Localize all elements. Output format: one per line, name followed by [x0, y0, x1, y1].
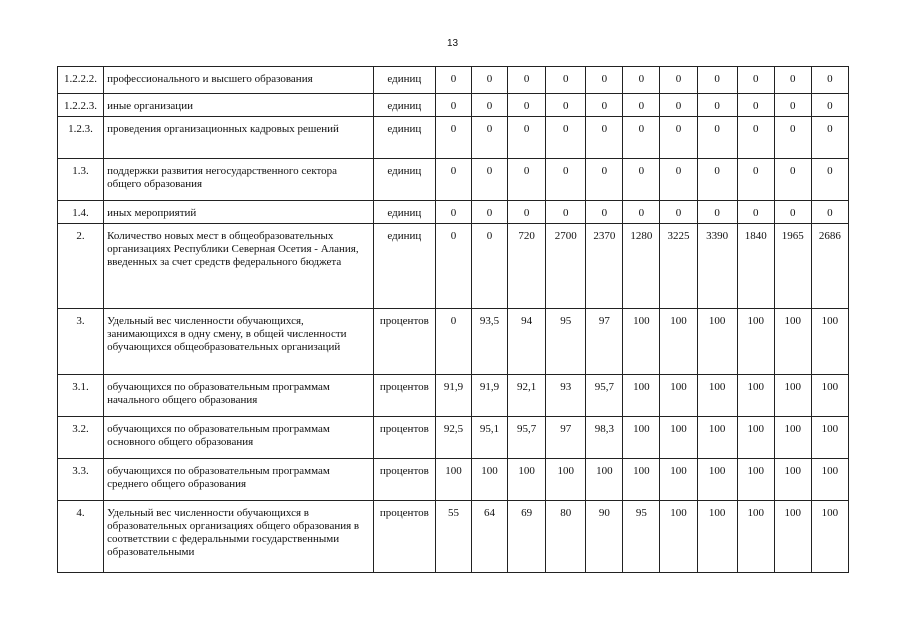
row-value: 0 — [737, 67, 774, 94]
row-value: 0 — [586, 67, 623, 94]
row-unit: процентов — [373, 417, 435, 459]
row-name: иных мероприятий — [104, 201, 374, 224]
row-value: 0 — [660, 201, 697, 224]
row-unit: единиц — [373, 201, 435, 224]
row-value: 0 — [472, 94, 508, 117]
row-value: 0 — [660, 159, 697, 201]
row-value: 100 — [774, 501, 811, 573]
row-name: проведения организационных кадровых решений — [104, 117, 374, 159]
row-value: 0 — [546, 201, 586, 224]
row-value: 0 — [472, 224, 508, 309]
row-name: Количество новых мест в общеобразовательных организациях Республики Северная Осетия - Алания, введенных за счет средств федерального бюджета — [104, 224, 374, 309]
row-value: 0 — [508, 159, 546, 201]
row-value: 100 — [546, 459, 586, 501]
row-value: 0 — [508, 201, 546, 224]
row-value: 100 — [623, 375, 660, 417]
row-value: 0 — [546, 67, 586, 94]
row-unit: единиц — [373, 67, 435, 94]
table-row — [58, 459, 849, 501]
row-value: 0 — [660, 94, 697, 117]
row-value: 64 — [472, 501, 508, 573]
row-value: 0 — [435, 309, 471, 375]
row-value: 97 — [586, 309, 623, 375]
table-row — [58, 201, 849, 224]
row-value: 0 — [774, 94, 811, 117]
table-row — [58, 117, 849, 159]
row-value: 0 — [546, 94, 586, 117]
row-value: 100 — [660, 309, 697, 375]
row-value: 0 — [697, 201, 737, 224]
row-value: 100 — [811, 417, 848, 459]
row-value: 0 — [435, 67, 471, 94]
row-value: 100 — [508, 459, 546, 501]
indicator-table — [57, 66, 849, 573]
row-value: 100 — [774, 417, 811, 459]
row-value: 2370 — [586, 224, 623, 309]
row-value: 0 — [697, 117, 737, 159]
row-value: 97 — [546, 417, 586, 459]
row-value: 100 — [660, 501, 697, 573]
row-value: 100 — [697, 375, 737, 417]
row-value: 0 — [811, 159, 848, 201]
row-code: 3.2. — [58, 417, 104, 459]
row-value: 91,9 — [472, 375, 508, 417]
row-value: 100 — [472, 459, 508, 501]
row-unit: процентов — [373, 501, 435, 573]
row-value: 80 — [546, 501, 586, 573]
row-value: 100 — [623, 417, 660, 459]
row-name: Удельный вес численности обучающихся, занимающихся в одну смену, в общей численности обучающихся общеобразовательных организаций — [104, 309, 374, 375]
row-name: обучающихся по образовательным программам начального общего образования — [104, 375, 374, 417]
row-value: 3390 — [697, 224, 737, 309]
row-unit: процентов — [373, 459, 435, 501]
table-row — [58, 159, 849, 201]
row-value: 100 — [660, 417, 697, 459]
row-value: 0 — [811, 94, 848, 117]
row-value: 100 — [623, 459, 660, 501]
row-value: 100 — [660, 459, 697, 501]
row-value: 0 — [435, 224, 471, 309]
row-value: 95,1 — [472, 417, 508, 459]
row-value: 0 — [660, 117, 697, 159]
row-value: 100 — [737, 417, 774, 459]
row-name: поддержки развития негосударственного сектора общего образования — [104, 159, 374, 201]
row-value: 0 — [472, 67, 508, 94]
row-value: 100 — [697, 309, 737, 375]
row-value: 100 — [737, 309, 774, 375]
row-unit: единиц — [373, 159, 435, 201]
row-value: 0 — [697, 94, 737, 117]
row-value: 95 — [546, 309, 586, 375]
row-value: 91,9 — [435, 375, 471, 417]
table-row — [58, 417, 849, 459]
row-value: 100 — [623, 309, 660, 375]
row-value: 0 — [623, 117, 660, 159]
row-value: 55 — [435, 501, 471, 573]
row-value: 0 — [435, 159, 471, 201]
row-value: 0 — [586, 117, 623, 159]
row-value: 100 — [811, 375, 848, 417]
row-value: 0 — [811, 67, 848, 94]
row-code: 3.1. — [58, 375, 104, 417]
row-value: 0 — [435, 94, 471, 117]
row-value: 100 — [737, 375, 774, 417]
row-value: 100 — [435, 459, 471, 501]
row-value: 0 — [586, 159, 623, 201]
row-value: 100 — [774, 309, 811, 375]
row-value: 100 — [586, 459, 623, 501]
table-row — [58, 67, 849, 94]
row-value: 100 — [697, 501, 737, 573]
row-value: 93 — [546, 375, 586, 417]
row-value: 0 — [435, 117, 471, 159]
row-value: 98,3 — [586, 417, 623, 459]
row-value: 0 — [737, 94, 774, 117]
row-value: 0 — [623, 159, 660, 201]
row-value: 100 — [697, 459, 737, 501]
row-value: 1965 — [774, 224, 811, 309]
row-value: 100 — [811, 459, 848, 501]
row-name: профессионального и высшего образования — [104, 67, 374, 94]
row-unit: процентов — [373, 375, 435, 417]
row-value: 0 — [697, 159, 737, 201]
table-row — [58, 224, 849, 309]
row-code: 1.4. — [58, 201, 104, 224]
row-value: 0 — [472, 117, 508, 159]
row-unit: процентов — [373, 309, 435, 375]
row-value: 0 — [623, 94, 660, 117]
row-value: 100 — [737, 459, 774, 501]
row-unit: единиц — [373, 94, 435, 117]
row-unit: единиц — [373, 224, 435, 309]
row-value: 720 — [508, 224, 546, 309]
row-value: 95,7 — [508, 417, 546, 459]
row-code: 1.2.2.2. — [58, 67, 104, 94]
row-value: 0 — [508, 67, 546, 94]
row-value: 100 — [774, 459, 811, 501]
row-value: 0 — [774, 159, 811, 201]
row-value: 92,5 — [435, 417, 471, 459]
table-body — [58, 67, 849, 573]
page-number: 13 — [446, 38, 459, 49]
row-value: 100 — [811, 309, 848, 375]
row-value: 0 — [737, 117, 774, 159]
row-value: 95 — [623, 501, 660, 573]
row-value: 95,7 — [586, 375, 623, 417]
row-value: 0 — [472, 201, 508, 224]
row-value: 93,5 — [472, 309, 508, 375]
row-code: 4. — [58, 501, 104, 573]
row-value: 0 — [508, 117, 546, 159]
row-name: Удельный вес численности обучающихся в образовательных организациях общего образования в соответствии с федеральными государственными образовательными — [104, 501, 374, 573]
row-value: 0 — [546, 159, 586, 201]
row-value: 0 — [811, 201, 848, 224]
row-value: 100 — [737, 501, 774, 573]
row-value: 0 — [508, 94, 546, 117]
row-value: 0 — [472, 159, 508, 201]
row-value: 100 — [660, 375, 697, 417]
row-value: 0 — [811, 117, 848, 159]
table-row — [58, 94, 849, 117]
row-value: 0 — [737, 201, 774, 224]
row-unit: единиц — [373, 117, 435, 159]
row-value: 100 — [697, 417, 737, 459]
row-code: 3.3. — [58, 459, 104, 501]
row-value: 0 — [586, 201, 623, 224]
row-name: иные организации — [104, 94, 374, 117]
row-value: 0 — [623, 67, 660, 94]
table-row — [58, 501, 849, 573]
row-code: 1.3. — [58, 159, 104, 201]
row-value: 0 — [774, 67, 811, 94]
row-value: 100 — [774, 375, 811, 417]
row-value: 0 — [586, 94, 623, 117]
row-value: 0 — [546, 117, 586, 159]
row-name: обучающихся по образовательным программам среднего общего образования — [104, 459, 374, 501]
row-name: обучающихся по образовательным программам основного общего образования — [104, 417, 374, 459]
row-value: 0 — [697, 67, 737, 94]
row-value: 69 — [508, 501, 546, 573]
row-value: 0 — [435, 201, 471, 224]
row-value: 2686 — [811, 224, 848, 309]
row-value: 0 — [737, 159, 774, 201]
row-value: 1840 — [737, 224, 774, 309]
row-value: 94 — [508, 309, 546, 375]
row-code: 3. — [58, 309, 104, 375]
table-row — [58, 309, 849, 375]
row-value: 100 — [811, 501, 848, 573]
row-value: 0 — [660, 67, 697, 94]
row-value: 92,1 — [508, 375, 546, 417]
row-code: 1.2.3. — [58, 117, 104, 159]
row-code: 1.2.2.3. — [58, 94, 104, 117]
row-value: 1280 — [623, 224, 660, 309]
row-value: 0 — [774, 117, 811, 159]
row-value: 0 — [623, 201, 660, 224]
row-value: 0 — [774, 201, 811, 224]
row-value: 90 — [586, 501, 623, 573]
row-code: 2. — [58, 224, 104, 309]
row-value: 2700 — [546, 224, 586, 309]
row-value: 3225 — [660, 224, 697, 309]
table-row — [58, 375, 849, 417]
